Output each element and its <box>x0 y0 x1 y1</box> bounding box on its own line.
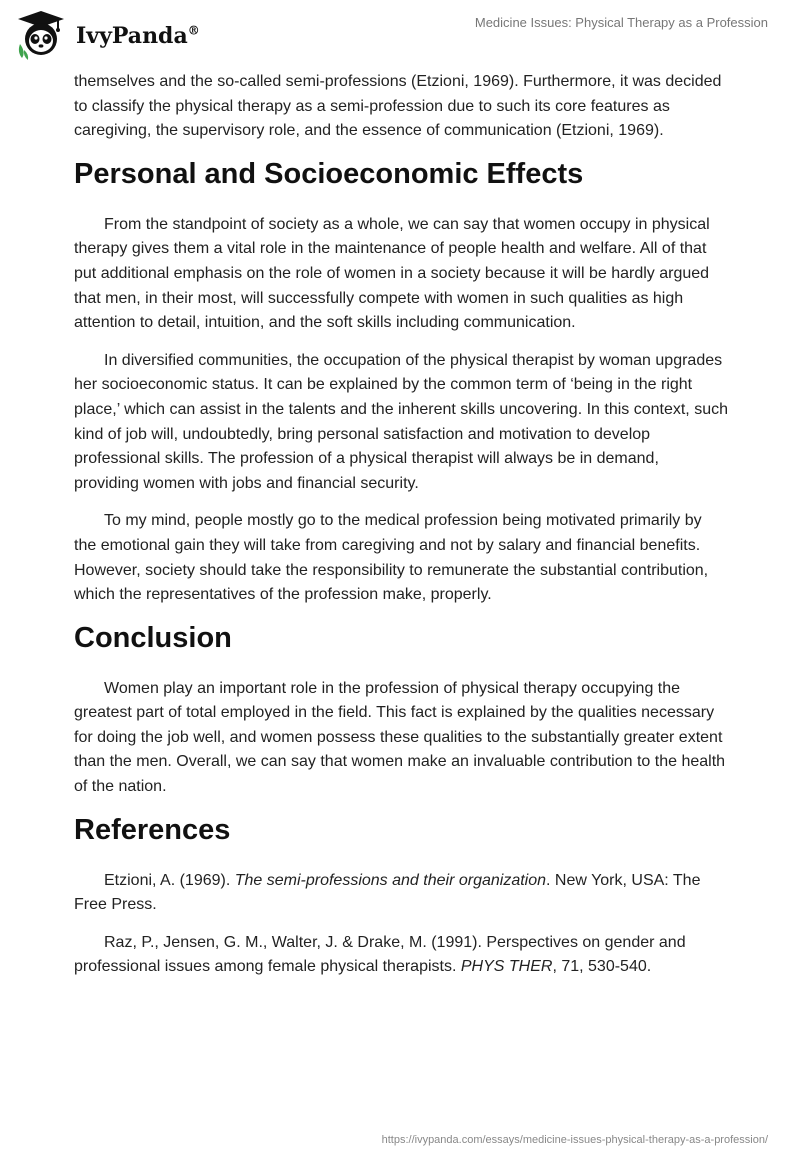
heading-references: References <box>74 813 231 846</box>
source-url-link[interactable]: https://ivypanda.com/essays/medicine-issues-physical-therapy-as-a-profession/ <box>381 1134 768 1146</box>
ivypanda-logo[interactable] <box>14 8 200 62</box>
reference-item: Raz, P., Jensen, G. M., Walter, J. & Drake, M. (1991). Perspectives on gender and professional issues among female physical therapists. PHYS THER, 71, 530-540. <box>74 933 686 976</box>
page-header <box>0 0 800 70</box>
document-title: Medicine Issues: Physical Therapy as a Profession <box>474 15 768 30</box>
heading-personal-socioeconomic: Personal and Socioeconomic Effects <box>74 157 584 190</box>
brand-name: IvyPanda® <box>76 23 200 49</box>
paragraph: To my mind, people mostly go to the medical profession being motivated primarily by the emotional gain they will take from caregiving and not by salary and financial benefits. However, society should take the responsibility to remunerate the substantial contribution, which the representatives of the profession make, properly. <box>74 512 709 604</box>
reference-item: Etzioni, A. (1969). The semi-professions and their organization. New York, USA: The Free Press. <box>74 871 701 914</box>
paragraph: From the standpoint of society as a whole, we can say that women occupy in physical therapy gives them a vital role in the maintenance of people health and welfare. All of that put additional emphasis on the role of women in a society because it will be hardly argued that men, in their most, will successfully compete with women in such qualities as high attention to detail, intuition, and the soft skills including communication. <box>74 215 710 332</box>
paragraph: In diversified communities, the occupation of the physical therapist by woman upgrades her socioeconomic status. It can be explained by the common term of ‘being in the right place,’ which can assist in the talents and the inherent skills uncovering. In this context, such kind of job will, undoubtedly, bring personal satisfaction and motivation to develop professional skills. The profession of a physical therapist will always be in demand, providing women with jobs and financial security. <box>74 351 728 492</box>
intro-paragraph: themselves and the so-called semi-professions (Etzioni, 1969). Furthermore, it was decided to classify the physical therapy as a semi-profession due to such its core features as caregiving, the supervisory role, and the essence of communication (Etzioni, 1969). <box>74 73 722 140</box>
panda-graduate-icon <box>14 8 68 62</box>
essay-body <box>74 70 728 993</box>
heading-conclusion: Conclusion <box>74 621 232 654</box>
paragraph: Women play an important role in the profession of physical therapy occupying the greatest part of total employed in the field. This fact is explained by the qualities necessary for doing the job well, and women possess these qualities to the substantially greater extent than the men. Overall, we can say that women make an invaluable contribution to the health of the nation. <box>74 679 726 796</box>
